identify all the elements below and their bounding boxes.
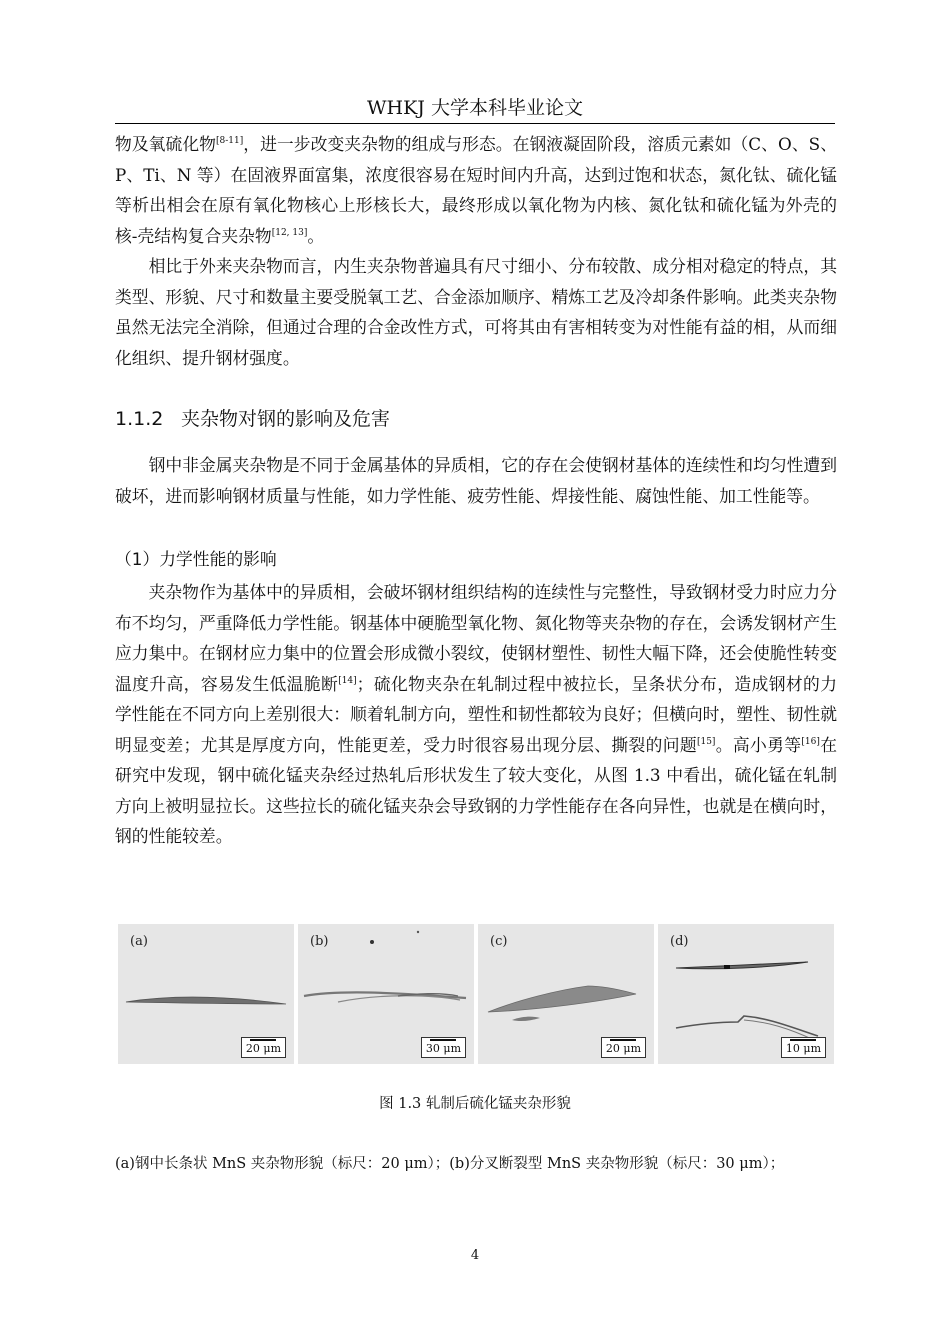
text-run: 。	[307, 225, 325, 246]
figure-caption: 图 1.3 轧制后硫化锰夹杂形貌	[379, 1096, 571, 1112]
figure-notes: (a)钢中长条状 MnS 夹杂物形貌（标尺：20 μm）；(b)分叉断裂型 MnS 夹杂物形貌（标尺：30 μm）；	[115, 1156, 785, 1172]
panel-label: (d)	[670, 934, 689, 949]
panel-label: (c)	[490, 934, 508, 949]
subheading-mechanical: （1）力学性能的影响	[115, 549, 277, 569]
scale-bar-line	[610, 1039, 636, 1041]
panel-label: (b)	[310, 934, 329, 949]
text-run: ，进一步改变夹杂物的组成与形态。在钢液凝固阶段，溶质元素如（C、O、S、P、Ti、N 等）在固液界面富集，浓度很容易在短时间内升高，达到过饱和状态，氮化钛、硫化锰等析出相会在原有氧化物核心上形核长大，最终形成以氧化物为内核、氮化钛和硫化锰为外壳的核-壳结构复合夹杂物	[115, 134, 837, 246]
scale-bar-label: 20 μm	[245, 1042, 281, 1055]
scale-bar-line	[790, 1039, 816, 1041]
paragraph-mechanical-properties	[115, 577, 837, 852]
body-block-bottom	[115, 577, 837, 852]
page-number: 4	[470, 1248, 480, 1263]
text-run: ；硫化物夹杂在轧制过程中被拉长，呈条状分布，造成钢材的力学性能在不同方向上差别很大：顺着轧制方向，塑性和韧性都较为良好；但横向时，塑性、韧性就明显变差；尤其是厚度方向，性能更差，受力时很容易出现分层、撕裂的问题	[115, 673, 837, 755]
running-header: WHKJ 大学本科毕业论文	[367, 97, 583, 119]
scale-bar-label: 10 μm	[785, 1042, 821, 1055]
micrograph-panel-d	[658, 924, 834, 1064]
scale-bar-line	[250, 1039, 276, 1041]
citation: [15]	[696, 736, 716, 747]
scale-bar-line	[430, 1039, 456, 1041]
scale-bar	[421, 1037, 466, 1058]
scale-bar-label: 30 μm	[425, 1042, 461, 1055]
micrograph-panel-b	[298, 924, 474, 1064]
micrograph-panel-c	[478, 924, 654, 1064]
text-run: 物及氧硫化物	[115, 134, 216, 154]
scale-bar	[781, 1037, 826, 1058]
paragraph-endogenous-inclusions: 相比于外来夹杂物而言，内生夹杂物普遍具有尺寸细小、分布较散、成分相对稳定的特点，其类型、形貌、尺寸和数量主要受脱氧工艺、合金添加顺序、精炼工艺及冷却条件影响。此类夹杂物虽然无法完全消除，但通过合理的合金改性方式，可将其由有害相转变为对性能有益的相，从而细化组织、提升钢材强度。	[115, 256, 837, 368]
text-run: 在研究中发现，钢中硫化锰夹杂经过热轧后形状发生了较大变化，从图 1.3 中看出，硫化锰在轧制方向上被明显拉长。这些拉长的硫化锰夹杂会导致钢的力学性能存在各向异性，也就是在横向时，钢的性能较差。	[115, 734, 837, 846]
citation: [16]	[801, 736, 820, 747]
citation: [8-11]	[216, 136, 244, 146]
scale-bar-label: 20 μm	[605, 1042, 641, 1055]
paragraph-continued	[115, 129, 837, 251]
section-title: 夹杂物对钢的影响及危害	[181, 408, 391, 430]
paragraph-inclusion-effects: 钢中非金属夹杂物是不同于金属基体的异质相，它的存在会使钢材基体的连续性和均匀性遭到破坏，进而影响钢材质量与性能，如力学性能、疲劳性能、焊接性能、腐蚀性能、加工性能等。	[115, 455, 837, 506]
citation: [12, 13]	[271, 227, 308, 238]
header-rule	[115, 123, 835, 124]
text-run: 。高小勇等	[715, 734, 802, 755]
body-block-top	[115, 129, 837, 373]
micrograph-panel-a	[118, 924, 294, 1064]
text-run: 夹杂物作为基体中的异质相，会破坏钢材组织结构的连续性与完整性，导致钢材受力时应力分布不均匀，严重降低力学性能。钢基体中硬脆型氧化物、氮化物等夹杂物的存在，会诱发钢材产生应力集中。在钢材应力集中的位置会形成微小裂纹，使钢材塑性、韧性大幅下降，还会使脆性转变温度升高，容易发生低温脆断	[115, 582, 837, 694]
figure-mns-morphology	[118, 924, 834, 1064]
section-heading	[115, 405, 390, 433]
citation: [14]	[338, 675, 357, 686]
scale-bar	[241, 1037, 286, 1058]
section-number: 1.1.2	[115, 408, 164, 430]
body-block-middle	[115, 450, 837, 511]
panel-label: (a)	[130, 934, 148, 949]
scale-bar	[601, 1037, 646, 1058]
